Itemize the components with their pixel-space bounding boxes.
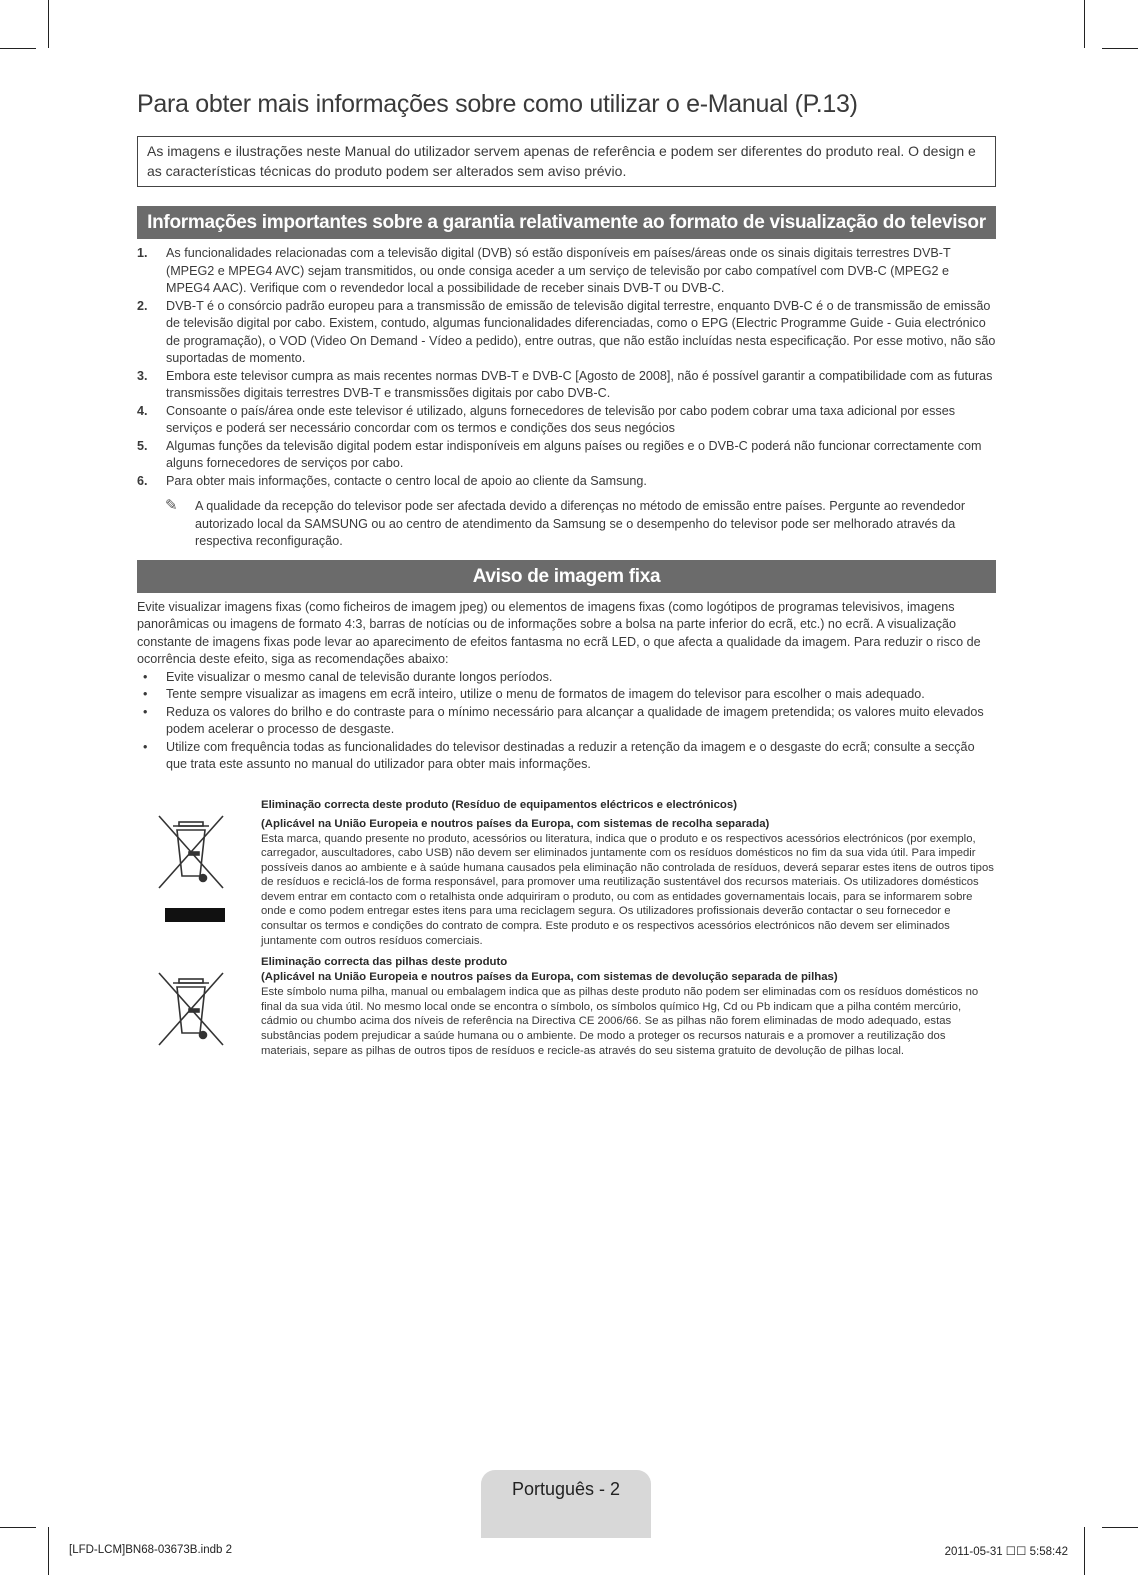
warranty-list [137,245,996,490]
still-image-intro: Evite visualizar imagens fixas (como ficheiros de imagem jpeg) ou elementos de imagens fixas (como logótipos de programas televisivos, imagens panorâmicas ou imagens de formato 4:3, barras de notícias ou de informações sobre a bolsa na parte inferior do ecrã, etc.) no ecrã. A visualização constante de imagens fixas pode levar ao aparecimento de efeitos fantasma no ecrã LED, o que afecta a qualidade da imagem. Para reduzir o risco de ocorrência deste efeito, siga as recomendações abaixo: [137,599,981,666]
warranty-heading: Informações importantes sobre a garantia relativamente ao formato de visualização do televisor [137,206,996,239]
crop-mark [48,0,49,48]
product-disposal-title: Eliminação correcta deste produto (Resíduo de equipamentos eléctricos e electrónicos) [261,798,738,811]
crop-mark [1102,1527,1138,1528]
print-timestamp: 2011-05-31 ☐☐ 5:58:42 [944,1546,1068,1558]
list-item: • Reduza os valores do brilho e do contraste para o mínimo necessário para alcançar a qualidade de imagem pretendida; os valores muito elevados podem acelerar o processo de desgaste. [143,704,984,736]
list-item: 1. As funcionalidades relacionadas com a televisão digital (DVB) só estão disponíveis em países/áreas onde os sinais digitais terrestres DVB-T (MPEG2 e MPEG4 AVC) sejam transmitidos, ou onde consiga aceder a um serviço de televisão por cabo compatível com DVB-C (MPEG2 e MPEG4 AAC). Verifique com o revendedor local a possibilidade de receber sinais DVB-T ou DVB-C. [137,246,951,295]
list-item: • Tente sempre visualizar as imagens em ecrã inteiro, utilize o menu de formatos de imagem do televisor para escolher o mais adequado. [143,687,925,701]
crop-mark [0,1527,36,1528]
list-item: • Utilize com frequência todas as funcionalidades do televisor destinadas a reduzir a retenção da imagem e o desgaste do ecrã; consulte a secção que trata este assunto no manual do utilizador para obter mais informações. [143,739,975,771]
disposal-section [137,798,996,1059]
battery-disposal-body: Este símbolo numa pilha, manual ou embalagem indica que as pilhas deste produto não podem ser eliminadas com os resíduos domésticos no final da sua vida útil. No mesmo local onde se encontra o símbolo, os símbolos químico Hg, Cd ou Pb indicam que a pilha contém mercúrio, cádmio ou chumbo acima dos níveis de referência na Directiva CE 2006/66. Se as pilhas não forem eliminadas de modo adequado, estas substâncias podem prejudicar a saúde humana ou o ambiente. De modo a proteger os recursos naturais e a promover a reutilização dos materiais, separe as pilhas de outros tipos de resíduos e recicle-as através do seu sistema gratuito de devolução de pilhas local. [261,986,979,1057]
page-number: Português - 2 [511,1479,621,1499]
crop-mark [0,48,36,49]
battery-disposal [137,955,996,1058]
list-item: • Evite visualizar o mesmo canal de televisão durante longos períodos. [143,669,553,684]
crop-mark [1084,0,1085,48]
list-item: 3. Embora este televisor cumpra as mais recentes normas DVB-T e DVB-C [Agosto de 2008], não é possível garantir a compatibilidade com as futuras transmissões digitais terrestres DVB-T e transmissões digitais por cabo DVB-C. [137,368,993,400]
list-item: 6. Para obter mais informações, contacte o centro local de apoio ao cliente da Samsung. [137,473,647,488]
page-number-tab [481,1470,651,1538]
list-item: 2. DVB-T é o consórcio padrão europeu para a transmissão de emissão de televisão digital terrestre, enquanto DVB-C é o de transmissão de emissão de televisão digital por cabo. Existem, contudo, algumas funcionalidades diferenciadas, como o EPG (Electric Programme Guide - Guia electrónico de programação), o VOD (Video On Demand - Vídeo a pedido), entre outras, que não estão incluídas nesta especificação. Por esse motivo, não são suportadas de momento. [137,298,996,365]
page-content [137,86,996,1058]
crop-mark [48,1527,49,1575]
battery-disposal-title: Eliminação correcta das pilhas deste produto [261,956,508,969]
crop-mark [1102,48,1138,49]
product-disposal-subtitle: (Aplicável na União Europeia e noutros países da Europa, com sistemas de recolha separada) [261,817,770,830]
battery-disposal-subtitle: (Aplicável na União Europeia e noutros países da Europa, com sistemas de devolução separada de pilhas) [261,971,838,984]
crop-mark [1084,1527,1085,1575]
still-image-heading: Aviso de imagem fixa [137,560,996,593]
pencil-icon: ✎ [165,497,178,514]
product-disposal [137,798,996,949]
crossed-bin-battery-icon [155,969,227,1053]
product-disposal-body: Esta marca, quando presente no produto, acessórios ou literatura, indica que o produto e os respectivos acessórios electrónicos (por exemplo, carregador, auscultadores, cabo USB) não devem ser eliminados juntamente com os resíduos domésticos no fim da sua vida útil. Para impedir possíveis danos ao ambiente e à saúde humana causados pela eliminação não controlada de resíduos, deverá separar estes itens de outros tipos de resíduos e reciclá-los de forma responsável, para promover uma reutilização sustentável dos recursos materiais. Os utilizadores domésticos devem entrar em contacto com o retalhista onde adquiriram o produto, ou com as entidades governamentais locais, para se informarem sobre onde e como podem entregar estes itens para uma reciclagem segura. Os utilizadores profissionais deverão contactar o seu fornecedor e consultar os termos e condições do contrato de compra. Este produto e os respectivos acessórios electrónicos não devem ser eliminados juntamente com outros resíduos comerciais. [261,832,994,947]
still-image-list [137,669,996,774]
page-title: Para obter mais informações sobre como utilizar o e-Manual (P.13) [137,90,858,118]
reception-note: ✎ A qualidade da recepção do televisor pode ser afectada devido a diferenças no método de emissão entre países. Pergunte ao revendedor autorizado local da SAMSUNG ou ao centro de atendimento da Samsung se o desempenho do televisor pode ser melhorado através da respectiva reconfiguração. [165,497,966,548]
disclaimer-box: As imagens e ilustrações neste Manual do utilizador servem apenas de referência e podem ser diferentes do produto real. O design e as características técnicas do produto podem ser alterados sem aviso prévio. [137,136,996,187]
list-item: 4. Consoante o país/área onde este televisor é utilizado, alguns fornecedores de televisão por cabo podem cobrar uma taxa adicional por esses serviços e poderá ser necessário concordar com os termos e condições dos seus negócios [137,403,955,435]
list-item: 5. Algumas funções da televisão digital podem estar indisponíveis em alguns países ou regiões e o DVB-C poderá não funcionar correctamente com alguns fornecedores de serviços por cabo. [137,438,982,470]
crossed-bin-icon [155,812,227,924]
file-slug: [LFD-LCM]BN68-03673B.indb 2 [69,1544,232,1556]
